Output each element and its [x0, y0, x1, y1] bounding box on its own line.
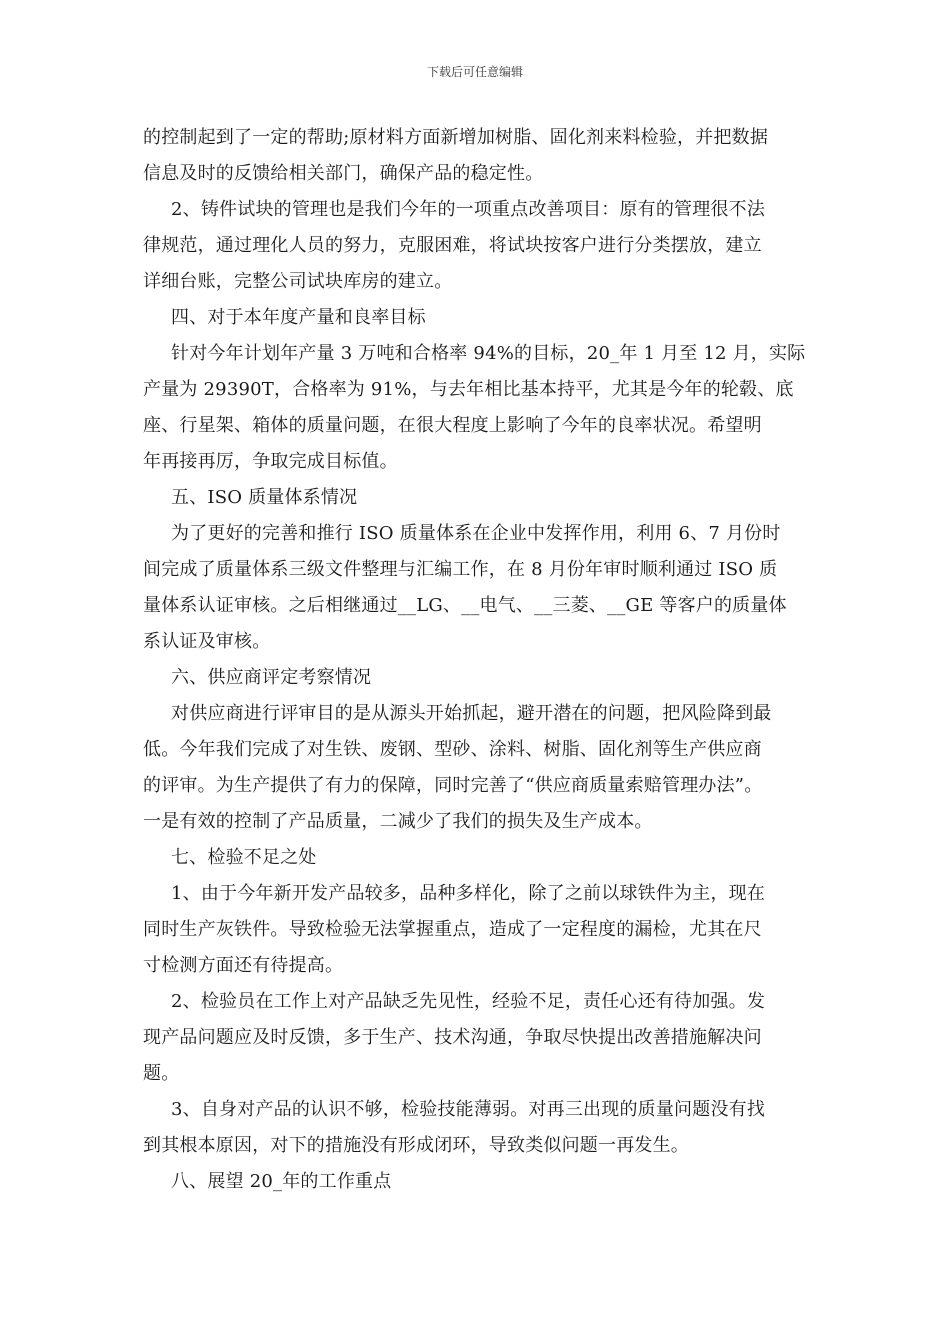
text-line: 信息及时的反馈给相关部门，确保产品的稳定性。	[143, 163, 544, 184]
text-line: 一是有效的控制了产品质量，二减少了我们的损失及生产成本。	[143, 811, 653, 832]
text-line: 针对今年计划年产量 3 万吨和合格率 94%的目标，20_年 1 月至 12 月，实际	[171, 343, 806, 364]
text-line: 到其根本原因，对下的措施没有形成闭环，导致类似问题一再发生。	[143, 1135, 689, 1156]
text-line: 五、ISO 质量体系情况	[171, 487, 358, 508]
text-line: 系认证及审核。	[143, 631, 271, 652]
text-line: 2、铸件试块的管理也是我们今年的一项重点改善项目：原有的管理很不法	[171, 199, 766, 220]
text-line: 3、自身对产品的认识不够，检验技能薄弱。对再三出现的质量问题没有找	[171, 1099, 766, 1120]
text-line: 的控制起到了一定的帮助;原材料方面新增加树脂、固化剂来料检验，并把数据	[143, 127, 769, 148]
text-line: 现产品问题应及时反馈，多于生产、技术沟通，争取尽快提出改善措施解决问	[143, 1027, 762, 1048]
text-line: 同时生产灰铁件。导致检验无法掌握重点，造成了一定程度的漏检，尤其在尺	[143, 919, 762, 940]
text-line: 七、检验不足之处	[171, 847, 317, 868]
document-body	[143, 120, 813, 1200]
text-line: 座、行星架、箱体的质量问题，在很大程度上影响了今年的良率状况。希望明	[143, 415, 762, 436]
text-line: 低。今年我们完成了对生铁、废钢、型砂、涂料、树脂、固化剂等生产供应商	[143, 739, 762, 760]
text-line: 间完成了质量体系三级文件整理与汇编工作，在 8 月份年审时顺利通过 ISO 质	[143, 559, 778, 580]
text-line: 六、供应商评定考察情况	[171, 667, 372, 688]
text-line: 年再接再厉，争取完成目标值。	[143, 451, 398, 472]
text-line: 八、展望 20_年的工作重点	[171, 1171, 392, 1192]
text-line: 2、检验员在工作上对产品缺乏先见性，经验不足，责任心还有待加强。发	[171, 991, 766, 1012]
text-line: 的评审。为生产提供了有力的保障，同时完善了“供应商质量索赔管理办法”。	[143, 775, 763, 796]
text-line: 详细台账，完整公司试块库房的建立。	[143, 271, 453, 292]
text-line: 律规范，通过理化人员的努力，克服困难，将试块按客户进行分类摆放，建立	[143, 235, 762, 256]
text-line: 题。	[143, 1063, 180, 1084]
text-line: 产量为 29390T，合格率为 91%，与去年相比基本持平，尤其是今年的轮毂、底	[143, 379, 794, 400]
text-line: 为了更好的完善和推行 ISO 质量体系在企业中发挥作用，利用 6、7 月份时	[171, 523, 781, 544]
text-line: 1、由于今年新开发产品较多，品种多样化，除了之前以球铁件为主，现在	[171, 883, 766, 904]
page-header: 下载后可任意编辑	[426, 65, 523, 79]
text-line: 寸检测方面还有待提高。	[143, 955, 344, 976]
text-line: 量体系认证审核。之后相继通过__LG、__电气、__三菱、__GE 等客户的质量体	[143, 595, 787, 616]
text-line: 对供应商进行评审目的是从源头开始抓起，避开潜在的问题，把风险降到最	[171, 703, 772, 724]
text-line: 四、对于本年度产量和良率目标	[171, 307, 426, 328]
